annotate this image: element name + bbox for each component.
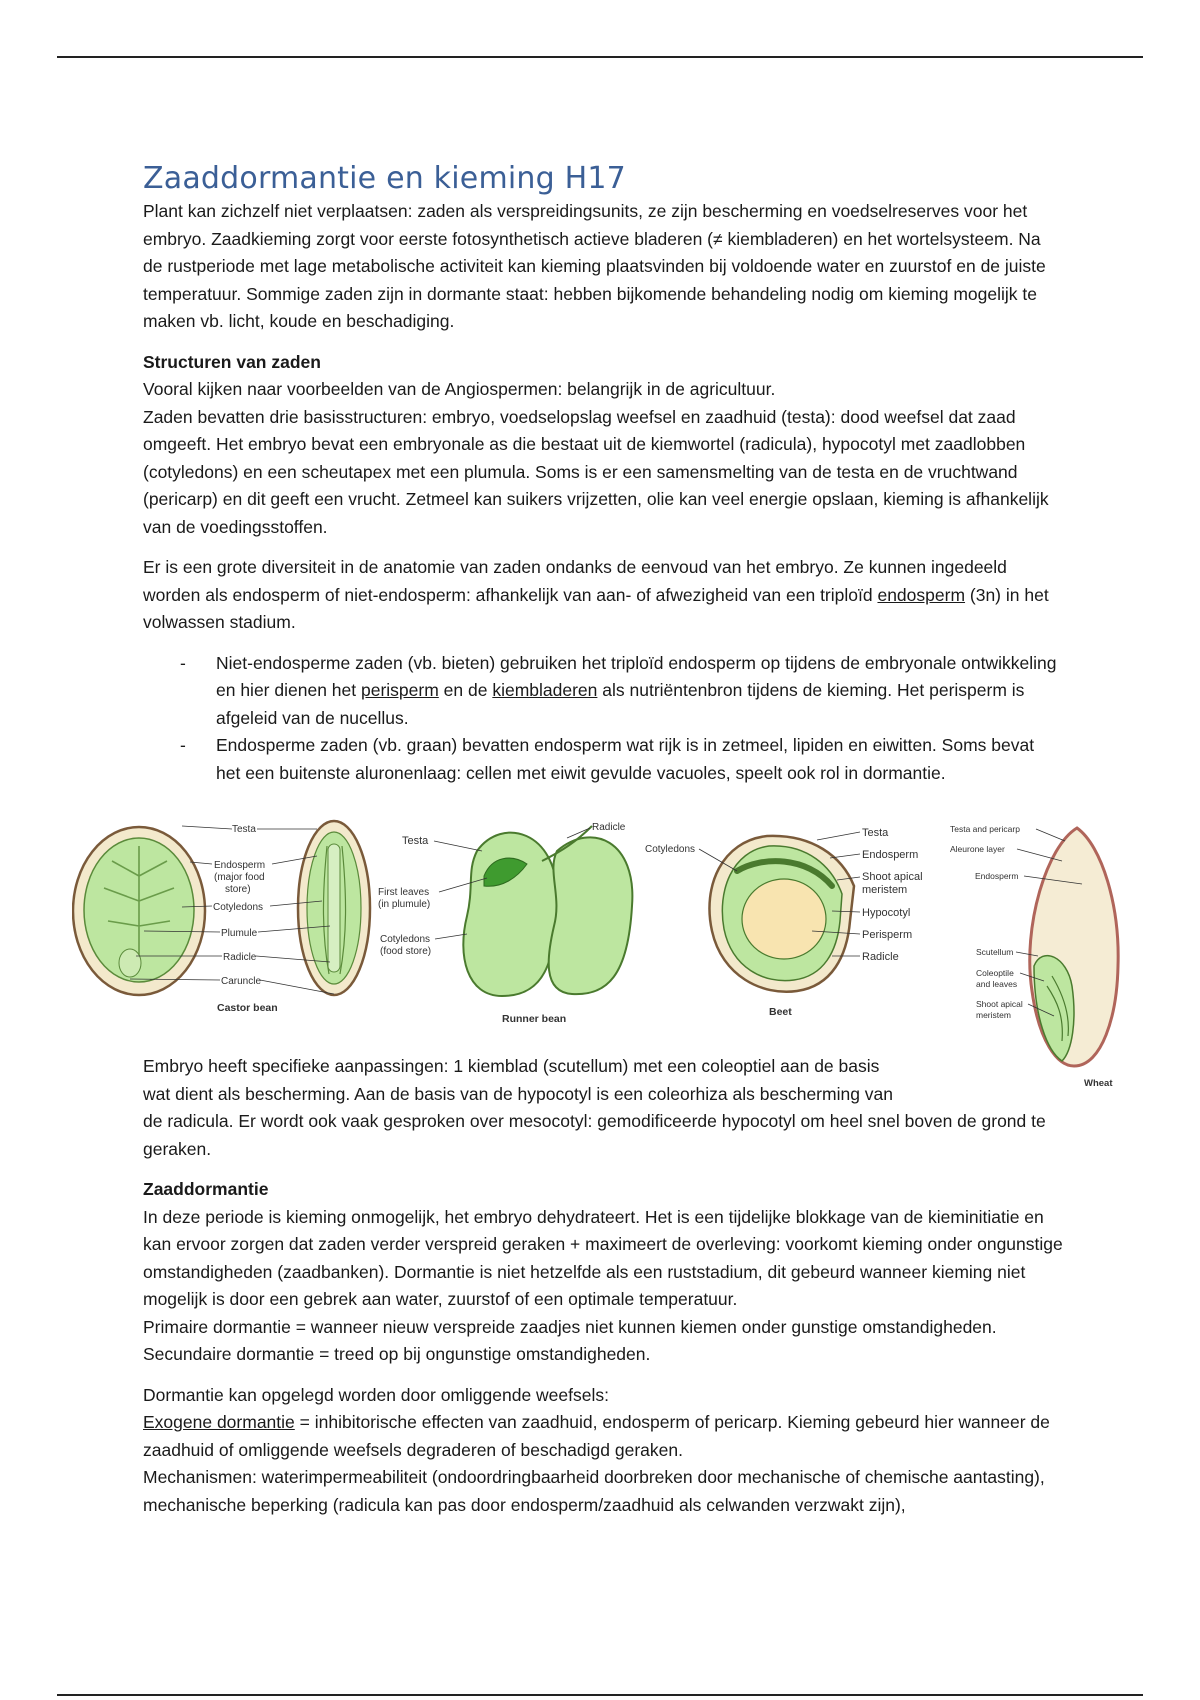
paragraph: wat dient als bescherming. Aan de basis van de hypocotyl is een coleorhiza als bescherming van bbox=[143, 1083, 894, 1104]
label-shoot-apical: Shoot apical bbox=[862, 871, 923, 883]
label-endosperm-2: (major food bbox=[214, 872, 265, 883]
label-endosperm-3: store) bbox=[225, 884, 251, 895]
text: Er is een grote diversiteit in de anatomie van zaden ondanks de eenvoud van het embryo. Ze kunnen ingedeeld worden als endosperm of niet-endosperm: afhankelijk van aan- of afwezigheid van een triploïd bbox=[143, 557, 1007, 605]
underlined-term: endosperm bbox=[877, 584, 966, 605]
dash-list bbox=[143, 650, 1063, 788]
page-title: Zaaddormantie en kieming H17 bbox=[143, 161, 626, 196]
label-shoot-apical: Shoot apical bbox=[976, 999, 1023, 1009]
paragraph: In deze periode is kieming onmogelijk, het embryo dehydrateert. Het is een tijdelijke blokkage van de kieminitiatie en kan ervoor zorgen dat zaden verder verspreid geraken + maximeert de overleving: voorkomt kieming onder ongunstige omstandigheden (zaadbanken). Dormantie is niet hetzelfde als een ruststadium, dit gebeurd wanneer kieming niet mogelijk is door een gebrek aan water, zuurstof of een optimale temperatuur. bbox=[143, 1206, 1063, 1309]
castor-bean-diagram bbox=[73, 821, 370, 1014]
label-first-leaves: First leaves bbox=[378, 887, 430, 898]
label-plumule: Plumule bbox=[221, 928, 258, 939]
label-hypocotyl: Hypocotyl bbox=[862, 907, 911, 919]
beet-diagram bbox=[645, 827, 923, 1018]
paragraph bbox=[143, 554, 1063, 637]
label-cotyledons: Cotyledons bbox=[645, 844, 696, 855]
label-testa: Testa bbox=[232, 824, 256, 835]
label-first-leaves-2: (in plumule) bbox=[378, 899, 431, 910]
list-item: - Endosperme zaden (vb. graan) bevatten endosperm wat rijk is in zetmeel, lipiden en eiwitten. Soms bevat het een buitenste aluronenlaag: cellen met eiwit gevulde vacuoles, speelt ook rol in dormantie. bbox=[143, 732, 1063, 787]
label-cotyledons: Cotyledons bbox=[213, 902, 264, 913]
label-testa: Testa bbox=[402, 835, 429, 847]
bottom-rule bbox=[57, 1694, 1143, 1696]
label-coleoptile: Coleoptile bbox=[976, 968, 1014, 978]
wheat-diagram bbox=[950, 824, 1118, 1089]
label-radicle: Radicle bbox=[862, 951, 899, 963]
beet-caption: Beet bbox=[769, 1006, 792, 1018]
label-radicle: Radicle bbox=[223, 952, 257, 963]
label-cotyledons-2: (food store) bbox=[380, 946, 432, 957]
paragraph: Dormantie kan opgelegd worden door omliggende weefsels: bbox=[143, 1384, 609, 1405]
paragraph: Secundaire dormantie = treed op bij ongunstige omstandigheden. bbox=[143, 1344, 651, 1364]
intro-paragraph: Plant kan zichzelf niet verplaatsen: zaden als verspreidingsunits, ze zijn bescherming en voedselreserves voor het embryo. Zaadkieming zorgt voor eerste fotosynthetisch actieve bladeren (≠ kiembladeren) en het wortelsysteem. Na de rustperiode met lage metabolische activiteit kan kieming plaatsvinden bij voldoende water en zuurstof en de juiste temperatuur. Sommige zaden zijn in dormante staat: hebben bijkomende behandeling nodig om kieming mogelijk te maken vb. licht, koude en beschadiging. bbox=[143, 201, 1046, 331]
label-shoot-apical-2: meristem bbox=[862, 884, 908, 896]
label-endosperm: Endosperm bbox=[214, 860, 266, 871]
list-item bbox=[143, 650, 1063, 733]
label-endosperm: Endosperm bbox=[862, 849, 919, 861]
text: Niet-endosperme zaden (vb. bieten) gebruiken het triploïd endosperm op tijdens de embryonale ontwikkeling en hier dienen het bbox=[216, 652, 1057, 700]
paragraph: Primaire dormantie = wanneer nieuw verspreide zaadjes niet kunnen kiemen onder gunstige omstandigheden. bbox=[143, 1316, 997, 1337]
label-aleurone: Aleurone layer bbox=[950, 844, 1005, 854]
label-radicle: Radicle bbox=[592, 822, 626, 833]
label-cotyledons: Cotyledons bbox=[380, 934, 431, 945]
label-shoot-apical-2: meristem bbox=[976, 1010, 1011, 1020]
label-testa: Testa bbox=[862, 827, 889, 839]
paragraph: de radicula. Er wordt ook vaak gesproken over mesocotyl: gemodificeerde hypocotyl om heel snel boven de grond te geraken. bbox=[143, 1111, 1046, 1159]
page-body-lower bbox=[143, 1053, 1063, 1519]
label-coleoptile-2: and leaves bbox=[976, 979, 1018, 989]
top-rule bbox=[57, 56, 1143, 58]
castor-bean-caption: Castor bean bbox=[217, 1002, 278, 1014]
text: als nutriëntenbron tijdens de kieming. Het perisperm is afgeleid van de nucellus. bbox=[216, 680, 1025, 728]
page-body bbox=[143, 160, 1063, 787]
section-heading-structures: Structuren van zaden bbox=[143, 351, 321, 372]
paragraph: Embryo heeft specifieke aanpassingen: 1 kiemblad (scutellum) met een coleoptiel aan de basis bbox=[143, 1056, 880, 1076]
runner-bean-diagram bbox=[378, 822, 632, 1025]
text: (3n) in het volwassen stadium. bbox=[143, 584, 1049, 632]
label-scutellum: Scutellum bbox=[976, 947, 1014, 957]
runner-bean-caption: Runner bean bbox=[502, 1013, 567, 1025]
text: = inhibitorische effecten van zaadhuid, endosperm of pericarp. Kieming gebeurd hier wanneer de zaadhuid of omliggende weefsels degraderen of beschadigd geraken. bbox=[143, 1412, 1050, 1460]
underlined-term: Exogene dormantie bbox=[143, 1412, 295, 1432]
paragraph: Zaden bevatten drie basisstructuren: embryo, voedselopslag weefsel en zaadhuid (testa): dood weefsel dat zaad omgeeft. Het embryo bevat een embryonale as die bestaat uit de kiemwortel (radicula), hypocotyl met zaadlobben (cotyledons) en een scheutapex met een plumula. Soms is er een samensmelting van de testa en de vruchtwand (pericarp) en dit geeft een vrucht. Zetmeel kan suikers vrijzetten, olie kan veel energie opslaan, kieming is afhankelijk van de voedingsstoffen. bbox=[143, 406, 1049, 537]
label-perisperm: Perisperm bbox=[862, 929, 913, 941]
label-caruncle: Caruncle bbox=[221, 976, 262, 987]
label-testa-pericarp: Testa and pericarp bbox=[950, 824, 1020, 834]
paragraph: Mechanismen: waterimpermeabiliteit (ondoordringbaarheid doorbreken door mechanische of chemische aantasting), mechanische beperking (radicula kan pas door endosperm/zaadhuid als celwanden verzwakt zijn), bbox=[143, 1467, 1045, 1515]
paragraph bbox=[143, 1409, 1063, 1464]
underlined-term: perisperm bbox=[360, 680, 439, 700]
paragraph: Vooral kijken naar voorbeelden van de Angiospermen: belangrijk in de agricultuur. bbox=[143, 379, 776, 399]
underlined-term: kiembladeren bbox=[492, 680, 598, 700]
wheat-caption: Wheat bbox=[1084, 1078, 1113, 1089]
text: en de bbox=[438, 680, 493, 700]
label-endosperm: Endosperm bbox=[975, 871, 1019, 881]
section-heading-dormancy: Zaaddormantie bbox=[143, 1179, 269, 1199]
